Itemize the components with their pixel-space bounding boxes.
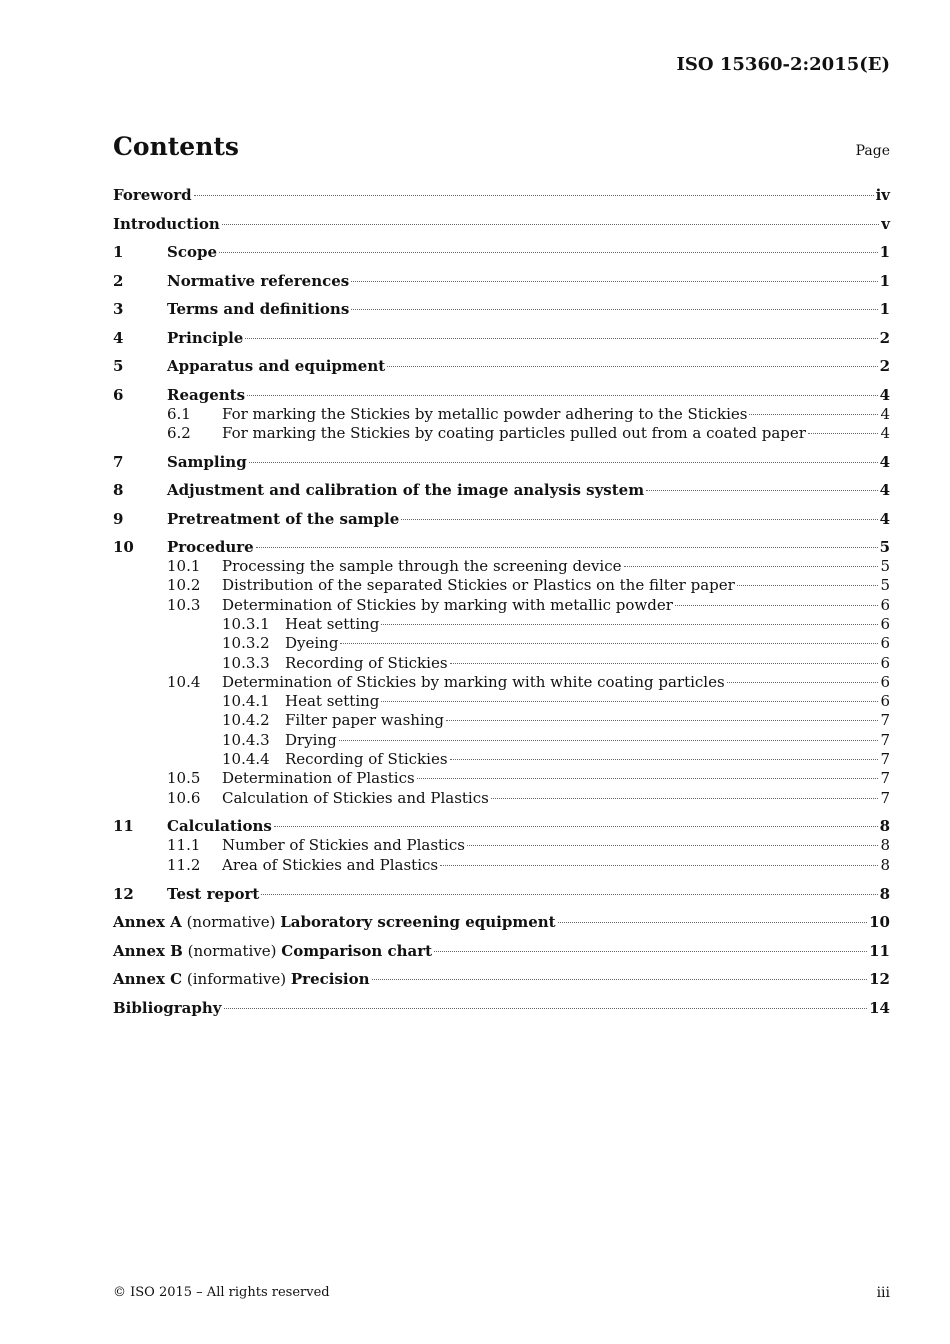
- annex-label: Annex A: [113, 913, 182, 932]
- page-title: Contents: [113, 132, 240, 161]
- toc-entry-number: 10: [113, 538, 134, 557]
- toc-entry-title: Determination of Plastics: [222, 769, 415, 788]
- dot-leader: [274, 826, 878, 827]
- document-id: ISO 15360-2:2015(E): [676, 54, 890, 75]
- dot-leader: [749, 414, 878, 415]
- toc-entry[interactable]: [113, 357, 890, 376]
- toc-entry-page: 4: [880, 404, 890, 423]
- toc-entry-page: 6: [880, 634, 890, 653]
- dot-leader: [372, 979, 868, 980]
- toc-entry[interactable]: [113, 538, 890, 557]
- toc-entry-number: 9: [113, 509, 124, 528]
- toc-entry-number: 11.1: [167, 836, 201, 855]
- toc-entry-number: 7: [113, 452, 124, 471]
- toc-entry-number: 10.4.2: [222, 711, 270, 730]
- dot-leader: [249, 462, 878, 463]
- dot-leader: [727, 682, 879, 683]
- toc-entry[interactable]: [113, 615, 890, 634]
- dot-leader: [401, 519, 877, 520]
- toc-entry-page: 14: [869, 998, 890, 1017]
- toc-entry[interactable]: [113, 300, 890, 319]
- toc-entry[interactable]: [113, 272, 890, 291]
- toc-entry[interactable]: [113, 711, 890, 730]
- dot-leader: [339, 740, 879, 741]
- toc-entry-title: Apparatus and equipment: [167, 357, 386, 375]
- toc-entry-page: 11: [869, 941, 890, 960]
- page-number: iii: [876, 1285, 890, 1301]
- annex-type: (normative): [182, 941, 282, 960]
- toc-entry-title: Reagents: [167, 385, 246, 404]
- toc-entry-page: 8: [880, 836, 890, 855]
- annex-label: Annex C: [113, 970, 183, 989]
- toc-entry-page: 6: [880, 692, 890, 711]
- dot-leader: [450, 759, 879, 760]
- toc-entry-page: 10: [869, 913, 890, 932]
- toc-entry[interactable]: [113, 817, 890, 836]
- annex-title: Precision: [290, 970, 370, 989]
- toc-entry-page: 12: [869, 970, 890, 989]
- toc-entry-title: Sampling: [167, 452, 247, 471]
- toc-entry-page: v: [881, 214, 890, 233]
- toc-entry[interactable]: [113, 386, 890, 405]
- toc-entry-number: 5: [113, 357, 124, 375]
- toc-entry-title: Determination of Stickies by marking with white coating particles: [222, 672, 725, 691]
- toc-entry-number: 11: [113, 817, 134, 836]
- dot-leader: [624, 566, 879, 567]
- toc-entry-page: 1: [879, 300, 890, 318]
- toc-entry-page: 5: [880, 557, 890, 576]
- toc-entry-title: Test report: [167, 884, 260, 903]
- toc-entry-title: Distribution of the separated Stickies or Plastics on the filter paper: [222, 576, 735, 595]
- dot-leader: [381, 624, 878, 625]
- toc-entry-number: 10.2: [167, 576, 201, 595]
- dot-leader: [440, 865, 878, 866]
- dot-leader: [222, 224, 879, 225]
- toc-entry-title: Recording of Stickies: [285, 653, 448, 672]
- toc-entry-title: Area of Stickies and Plastics: [222, 855, 439, 874]
- toc-entry-title: Adjustment and calibration of the image analysis system: [167, 481, 645, 500]
- toc-entry-page: 8: [879, 817, 890, 836]
- page-column-label: Page: [855, 143, 890, 159]
- toc-entry-number: 11.2: [167, 855, 201, 874]
- dot-leader: [467, 845, 879, 846]
- toc-entry[interactable]: [113, 424, 890, 443]
- toc-entry-page: 7: [880, 711, 890, 730]
- table-of-contents: [113, 186, 890, 1018]
- toc-entry-page: 7: [880, 730, 890, 749]
- toc-entry[interactable]: [113, 769, 890, 788]
- toc-entry[interactable]: [113, 510, 890, 529]
- toc-entry-number: 10.4.3: [222, 730, 270, 749]
- toc-entry[interactable]: [113, 999, 890, 1018]
- toc-entry-title: Pretreatment of the sample: [167, 509, 400, 528]
- toc-entry-page: 4: [879, 481, 890, 500]
- toc-entry-page: 7: [880, 788, 890, 807]
- toc-entry-title: Calculation of Stickies and Plastics: [222, 788, 489, 807]
- toc-entry[interactable]: [113, 596, 890, 615]
- toc-entry[interactable]: [113, 750, 890, 769]
- toc-entry-number: 6.1: [167, 404, 191, 423]
- toc-entry-page: 6: [880, 672, 890, 691]
- toc-entry-page: 2: [879, 357, 890, 375]
- toc-entry[interactable]: [113, 634, 890, 653]
- toc-entry-number: 8: [113, 481, 124, 500]
- toc-entry-number: 10.5: [167, 769, 201, 788]
- toc-entry-title: Principle: [167, 328, 244, 347]
- toc-entry[interactable]: [113, 654, 890, 673]
- toc-entry-title: Calculations: [167, 817, 272, 836]
- toc-entry[interactable]: [113, 557, 890, 576]
- toc-entry[interactable]: [113, 836, 890, 855]
- toc-entry[interactable]: [113, 789, 890, 808]
- toc-entry-page: 6: [880, 595, 890, 614]
- toc-entry-page: 1: [879, 243, 890, 261]
- toc-entry-number: 10.1: [167, 557, 201, 576]
- dot-leader: [808, 433, 879, 434]
- dot-leader: [245, 338, 877, 339]
- toc-entry-title: Foreword: [113, 186, 192, 204]
- toc-entry[interactable]: [113, 186, 890, 205]
- toc-entry-page: 8: [879, 884, 890, 903]
- toc-entry-number: 10.3.3: [222, 653, 270, 672]
- dot-leader: [417, 778, 879, 779]
- toc-entry-page: 4: [880, 423, 890, 442]
- dot-leader: [247, 395, 878, 396]
- toc-entry[interactable]: [113, 692, 890, 711]
- toc-entry-page: 1: [879, 271, 890, 290]
- annex-type: (normative): [181, 913, 281, 932]
- toc-entry-title: Introduction: [113, 214, 220, 233]
- toc-entry[interactable]: [113, 243, 890, 262]
- toc-entry-number: 10.3: [167, 595, 201, 614]
- toc-entry-number: 1: [113, 243, 124, 261]
- toc-entry-page: 4: [879, 385, 890, 404]
- dot-leader: [351, 281, 877, 282]
- toc-entry-title: Bibliography: [113, 998, 222, 1017]
- dot-leader: [340, 643, 878, 644]
- toc-entry[interactable]: [113, 405, 890, 424]
- toc-entry-number: 3: [113, 300, 124, 318]
- toc-entry-page: 6: [880, 653, 890, 672]
- toc-entry-page: 4: [879, 509, 890, 528]
- dot-leader: [351, 309, 877, 310]
- toc-entry[interactable]: [113, 673, 890, 692]
- toc-entry-title: For marking the Stickies by coating particles pulled out from a coated paper: [222, 423, 806, 442]
- toc-entry-page: 2: [879, 328, 890, 347]
- toc-entry-number: 10.3.1: [222, 614, 270, 633]
- toc-entry-page: 8: [880, 855, 890, 874]
- dot-leader: [224, 1008, 868, 1009]
- toc-entry[interactable]: [113, 885, 890, 904]
- toc-entry-page: 5: [880, 576, 890, 595]
- dot-leader: [256, 547, 878, 548]
- toc-entry[interactable]: [113, 913, 890, 932]
- toc-entry[interactable]: [113, 856, 890, 875]
- dot-leader: [675, 605, 879, 606]
- toc-entry-number: 12: [113, 884, 134, 903]
- toc-entry-title: Determination of Stickies by marking with metallic powder: [222, 595, 673, 614]
- dot-leader: [261, 894, 877, 895]
- toc-entry-number: 6: [113, 385, 124, 404]
- toc-entry-title: Heat setting: [285, 614, 380, 633]
- dot-leader: [646, 490, 877, 491]
- toc-entry-title: [113, 942, 432, 961]
- toc-entry-title: Heat setting: [285, 692, 380, 711]
- toc-entry-number: 6.2: [167, 423, 191, 442]
- toc-entry-title: Recording of Stickies: [285, 750, 448, 769]
- annex-title: Laboratory screening equipment: [280, 913, 556, 932]
- dot-leader: [446, 720, 878, 721]
- toc-entry[interactable]: [113, 481, 890, 500]
- toc-entry-title: [113, 913, 556, 932]
- toc-entry-number: 2: [113, 271, 124, 290]
- annex-type: (informative): [182, 970, 291, 989]
- annex-title: Comparison chart: [281, 941, 433, 960]
- dot-leader: [491, 798, 879, 799]
- toc-entry[interactable]: [113, 329, 890, 348]
- toc-entry-page: 7: [880, 750, 890, 769]
- dot-leader: [737, 585, 879, 586]
- toc-entry-page: 7: [880, 769, 890, 788]
- toc-entry-number: 10.3.2: [222, 634, 270, 653]
- toc-entry-number: 10.4: [167, 672, 201, 691]
- toc-entry-title: Terms and definitions: [167, 300, 350, 318]
- toc-entry-number: 10.6: [167, 788, 201, 807]
- dot-leader: [434, 951, 867, 952]
- toc-entry[interactable]: [113, 215, 890, 234]
- toc-entry-title: Number of Stickies and Plastics: [222, 836, 465, 855]
- toc-entry[interactable]: [113, 942, 890, 961]
- toc-entry-title: Processing the sample through the screening device: [222, 557, 622, 576]
- toc-entry-title: Filter paper washing: [285, 711, 445, 730]
- toc-entry[interactable]: [113, 970, 890, 989]
- annex-label: Annex B: [113, 941, 183, 960]
- toc-entry-title: Dyeing: [285, 634, 339, 653]
- toc-entry-title: Drying: [285, 730, 337, 749]
- toc-entry-title: Scope: [167, 243, 218, 261]
- toc-entry-page: 5: [879, 538, 890, 557]
- toc-entry-number: 10.4.1: [222, 692, 270, 711]
- dot-leader: [558, 922, 868, 923]
- toc-entry-title: Procedure: [167, 538, 254, 557]
- toc-entry-page: iv: [875, 186, 890, 204]
- toc-entry-number: 4: [113, 328, 124, 347]
- toc-entry[interactable]: [113, 576, 890, 595]
- toc-entry-number: 10.4.4: [222, 750, 270, 769]
- dot-leader: [450, 663, 879, 664]
- toc-entry-title: [113, 970, 370, 989]
- dot-leader: [194, 195, 874, 196]
- toc-entry-title: For marking the Stickies by metallic powder adhering to the Stickies: [222, 404, 748, 423]
- toc-entry[interactable]: [113, 731, 890, 750]
- dot-leader: [387, 366, 877, 367]
- toc-entry[interactable]: [113, 453, 890, 472]
- dot-leader: [219, 252, 878, 253]
- toc-entry-title: Normative references: [167, 271, 350, 290]
- toc-entry-page: 6: [880, 614, 890, 633]
- toc-entry-page: 4: [879, 452, 890, 471]
- dot-leader: [381, 701, 878, 702]
- copyright-notice: © ISO 2015 – All rights reserved: [113, 1285, 330, 1300]
